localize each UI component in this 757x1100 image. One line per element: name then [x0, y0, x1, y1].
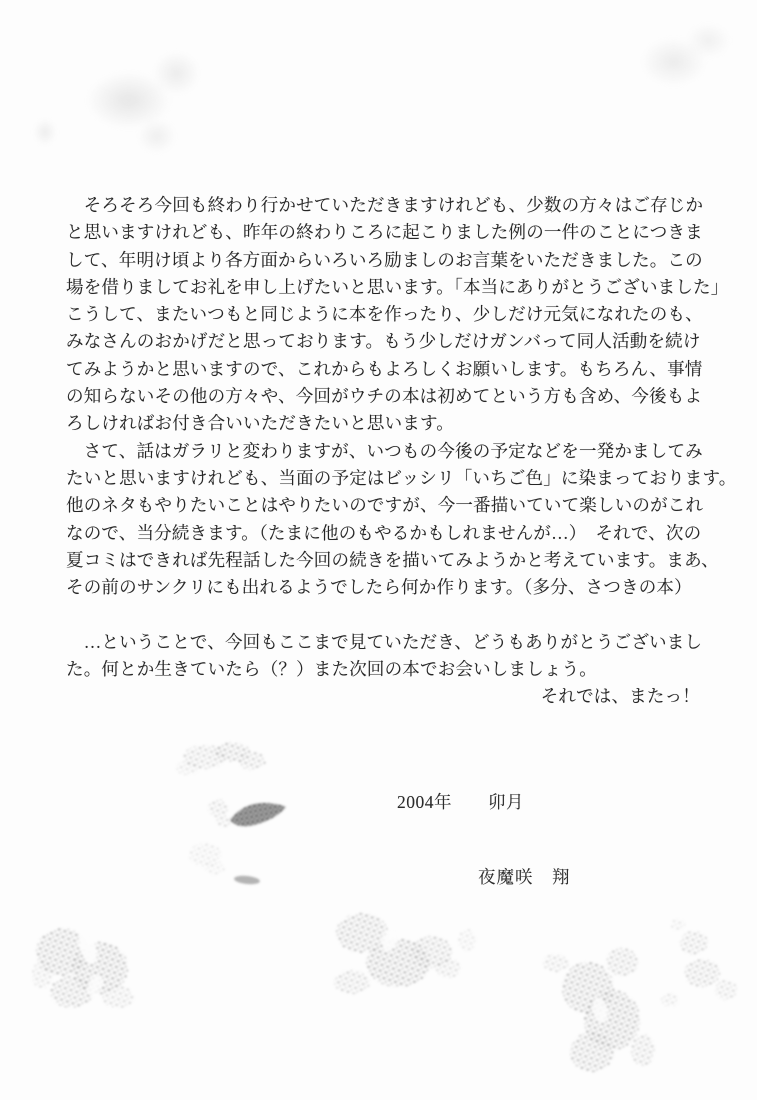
rose-band-mid-left — [176, 742, 266, 885]
rose-cluster-right-edge — [661, 919, 737, 1007]
scan-smudge-top-right — [622, 15, 737, 100]
text-line: その前のサンクリにも出れるようでしたら何か作ります。（多分、さつきの本） — [66, 577, 692, 598]
rose-cluster-bottom-center — [334, 913, 476, 994]
text-line: ろしければお付き合いいただきたいと思います。 — [66, 413, 454, 434]
afterword-paragraph-1 — [66, 192, 729, 438]
afterword-paragraph-2 — [66, 438, 737, 602]
text-line: たいと思いますけれども、当面の予定はビッシリ「いちご色」に染まっております。 — [66, 467, 737, 488]
author-signature: 夜魔咲 翔 — [478, 867, 571, 887]
afterword-text — [66, 192, 737, 711]
text-line: てみようかと思いますので、これからもよろしくお願いします。もちろん、事情 — [66, 358, 703, 379]
signoff-line: それでは、またっ！ — [540, 686, 700, 707]
date-line: 2004年 卯月 — [397, 792, 524, 812]
afterword-paragraph-3 — [66, 629, 716, 684]
text-line: …ということで、今回もここまで見ていただき、どうもありがとうございまし — [66, 631, 703, 652]
text-line: なので、当分続きます。（たまに他のもやるかもしれませんが…） それで、次の — [66, 522, 702, 543]
text-line: 場を借りましてお礼を申し上げたいと思います。「本当にありがとうございました」 — [66, 276, 729, 297]
text-line: の知らないその他の方々や、今回がウチの本は初めてという方も含め、今後もよ — [66, 386, 703, 407]
text-line: みなさんのおかげだと思っております。もう少しだけガンバって同人活動を続け — [66, 331, 701, 352]
scan-smudge-top-left — [70, 50, 210, 155]
text-line: さて、話はガラリと変わりますが、いつもの今後の予定などを一発かましてみ — [66, 440, 703, 461]
text-line: こうして、またいつもと同じように本を作ったり、少しだけ元気になれたのも、 — [66, 304, 703, 325]
text-line: 他のネタもやりたいことはやりたいのですが、今一番描いていて楽しいのがこれ — [66, 495, 704, 516]
text-line: 夏コミはできれば先程話した今回の続きを描いてみようかと考えています。まあ、 — [66, 549, 719, 570]
dark-leaf-mid-left — [230, 803, 286, 826]
scan-smudge-left — [28, 112, 62, 152]
text-line: と思いますけれども、昨年の終わりころに起こりました例の一件のことにつきま — [66, 222, 703, 243]
text-line: して、年明け頃より各方面からいろいろ励ましのお言葉をいただきました。この — [66, 249, 703, 270]
text-line: そろそろ今回も終わり行かせていただきますけれども、少数の方々はご存じか — [66, 195, 704, 215]
rose-cluster-bottom-right — [543, 948, 655, 1072]
text-line: た。何とか生きていたら（？）また次回の本でお会いしましょう。 — [66, 659, 597, 680]
rose-cluster-bottom-left — [32, 928, 134, 1008]
